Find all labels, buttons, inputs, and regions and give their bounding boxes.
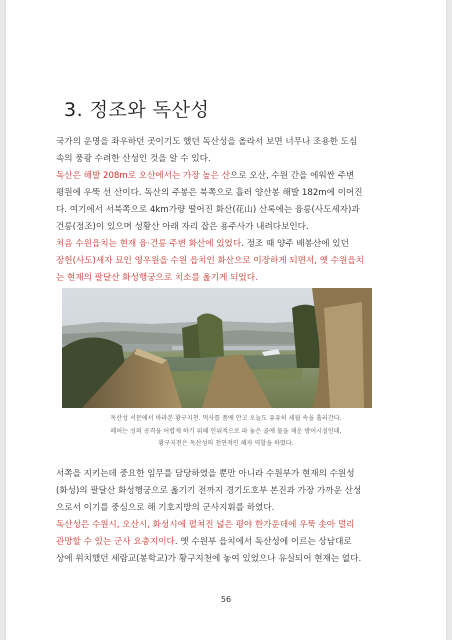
text-line	[56, 534, 406, 551]
text-line	[56, 202, 406, 219]
text-line	[56, 236, 406, 253]
photo-illustration	[62, 288, 372, 408]
text-span: 상에 위치했던 세람교(봉학교)가 황구지천에 놓여 있었으나 유실되어 현재는 없다.	[56, 554, 362, 564]
caption-line: 독산성 서문에서 바라본 황구지천. 먹사를 품에 안고 오늘도 유유히 세월 속을 흘러간다.	[110, 415, 342, 422]
page-number: 56	[220, 595, 232, 604]
text-span: 으로서 이기를 중심으로 해 기호지방의 군사지휘를 하였다.	[56, 503, 275, 513]
text-line	[56, 151, 406, 168]
highlight-span: 장헌(사도)세자 묘인 영우원을 수원 읍치인 화산으로 이장하게 되면서, 옛 수원읍치	[56, 256, 364, 266]
text-line	[56, 253, 406, 270]
text-line	[56, 219, 406, 236]
text-span: 서쪽을 지키는데 중요한 임무를 담당하였을 뿐만 아니라 수원부가 현재의 수원성	[56, 469, 355, 479]
text-line	[56, 134, 406, 151]
caption-line: 황구지천은 독산성의 천연적인 해자 역할을 하였다.	[158, 440, 294, 447]
text-line	[56, 270, 406, 287]
highlight-span: 독산성은 수원시, 오산시, 화성시에 펼쳐진 넓은 평야 한가운데에 우뚝 솟아 멀리	[56, 520, 355, 530]
text-line	[56, 517, 406, 534]
text-span: 으로 오산, 수원 간을 에워싼 주변	[230, 171, 355, 181]
text-line	[56, 466, 406, 483]
text-span: . 정조 때 양주 배봉산에 있던	[241, 239, 349, 249]
text-span: 다. 여기에서 서북쪽으로 4km가량 떨어진 화산(花山) 산록에는 융릉(사도세자)과	[56, 205, 360, 215]
highlight-span: 관망할 수 있는 군사 요충지이다	[56, 537, 175, 547]
text-span: 평원에 우뚝 선 산이다. 독산의 주봉은 북쪽으로 흘러 양산봉 해발 182m에 이어진	[56, 188, 363, 198]
landscape-photo	[62, 288, 372, 408]
paragraph-intro	[56, 134, 406, 287]
highlight-span: 처음 수원읍치는 현재 융·건릉 주변 화산에 있었다	[56, 239, 242, 249]
highlight-span: 독산은 해발 208m로 오산에서는 가장 높은 산	[56, 171, 230, 181]
paragraph-defense	[56, 466, 406, 568]
photo-caption	[76, 413, 376, 451]
text-span: . 옛 수원부 읍치에서 독산성에 이르는 상남대로	[174, 537, 352, 547]
section-title: 3. 정조와 독산성	[64, 99, 210, 121]
text-line	[56, 483, 406, 500]
text-span: 국가의 운명을 좌우하던 곳이기도 했던 독산성을 올라서 보면 너무나 조용한 도심	[56, 137, 358, 147]
text-span: 속의 풍광 수려한 산성인 것을 알 수 있다.	[56, 154, 211, 164]
text-line	[56, 168, 406, 185]
text-span: 건릉(정조)이 있으며 성황산 아래 자리 잡은 용주사가 내려다보인다.	[56, 222, 309, 232]
text-line	[56, 500, 406, 517]
caption-line: 페허는 성의 공격을 어렵게 하기 위해 인위적으로 파 놓은 골에 물을 채운 방어시설인데,	[110, 427, 342, 435]
document-page	[6, 0, 446, 640]
text-span: (화성)의 팔달산 화성행궁으로 옮기기 전까지 경기도호부 본진과 가장 가까운 산성	[56, 486, 362, 496]
text-line	[56, 551, 406, 568]
highlight-span: 는 현재의 팔달산 화성행궁으로 치소를 옮기게 되었다.	[56, 273, 258, 283]
text-line	[56, 185, 406, 202]
